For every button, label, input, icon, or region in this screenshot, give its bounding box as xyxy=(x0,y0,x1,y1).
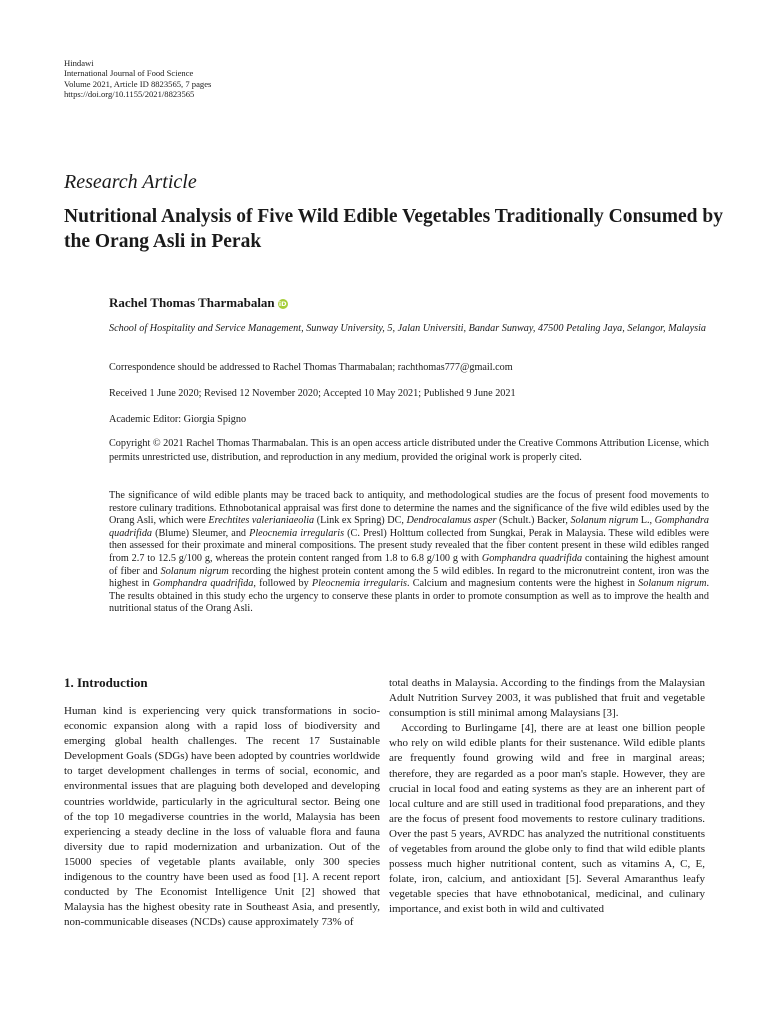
body-paragraph: According to Burlingame [4], there are at least one billion people who rely on wild edible plants for their sustenance. Wild edible plants are frequently found growing wild and free in marginal areas; therefore, they are regarded as a poor man's staple. However, they are crucial in local food and eating systems as they are an inherent part of local culture and are still used in traditional food preparations, and they are the focus of present food movements to restore culinary traditions. Over the past 5 years, AVRDC has analyzed the nutritional constituents of vegetables from around the globe only to find that wild edible plants possess much higher nutritional content, such as vitamins A, C, E, folate, iron, calcium, and antioxidant [5]. Several Amaranthus leafy vegetable species that have ethnobotanical, medicinal, and culinary importance, and exist both in wild and cultivated xyxy=(389,722,705,916)
orcid-icon[interactable]: iD xyxy=(278,300,287,308)
journal-name: International Journal of Food Science xyxy=(64,68,194,79)
publication-dates: Received 1 June 2020; Revised 12 November 2020; Accepted 10 May 2021; Published 9 June 2021 xyxy=(109,388,516,399)
correspondence: Correspondence should be addressed to Rachel Thomas Tharmabalan; rachthomas777@gmail.com xyxy=(109,362,513,373)
section-heading-introduction: 1. Introduction xyxy=(64,675,148,690)
publisher-name: Hindawi xyxy=(64,58,94,68)
species-name: Gomphandra quadrifida xyxy=(152,578,254,590)
species-name: Gomphandra quadrifida xyxy=(481,552,583,564)
species-name: Erechtites valerianiaeolia xyxy=(208,515,315,527)
species-name: Solanum nigrum xyxy=(570,515,639,527)
abstract-text: (C. Presl) Holttum collected from Sungkai, Perak in Malaysia. These wild edibles were then assessed for their proximate and mineral compositions. The present study revealed that the fiber content present in these wild edibles ranged from 2.7 to 12.5 g/100 g, whereas the protein content ranged from 1.8 to 6.8 g/100 g with xyxy=(109,527,709,564)
abstract-text: (Blume) Sleumer, and xyxy=(152,527,250,539)
abstract-text: L., xyxy=(638,515,655,527)
species-name: Pleocnemia irregularis xyxy=(311,578,407,590)
abstract-text: . The results obtained in this study echo the urgency to conserve these plants in order to promote consumption as well as to improve the health and nutritional status of the Orang Asli. xyxy=(109,578,709,615)
journal-header xyxy=(64,58,211,100)
species-name: Dendrocalamus asper xyxy=(406,515,497,527)
species-name: Pleocnemia irregularis xyxy=(249,527,345,539)
abstract-text: . Calcium and magnesium contents were the highest in xyxy=(407,578,639,590)
body-column-left xyxy=(64,704,380,930)
species-name: Solanum nigrum xyxy=(160,565,229,577)
copyright-notice: Copyright © 2021 Rachel Thomas Tharmabalan. This is an open access article distributed under the Creative Commons Attribution License, which permits unrestricted use, distribution, and reproduction in any medium, provided the original work is properly cited. xyxy=(109,438,709,463)
abstract-text: recording the highest protein content among the 5 wild edibles. In regard to the micronutreint content, iron was the highest in xyxy=(109,565,709,590)
volume-info: Volume 2021, Article ID 8823565, 7 pages xyxy=(64,78,212,89)
abstract-text: The significance of wild edible plants may be traced back to antiquity, and methodological studies are the focus of present food movements to restore culinary traditions. Ethnobotanical appraisal was first done to determine the names and the significance of the five wild edibles used by the Orang Asli, which were xyxy=(109,490,709,527)
abstract-text: (Schult.) Backer, xyxy=(496,515,571,527)
body-paragraph: Human kind is experiencing very quick transformations in socio-economic expansion along with a rapid loss of biodiversity and emerging global health challenges. The recent 17 Sustainable Development Goals (SDGs) have been adopted by countries worldwide to target development challenges in terms of social, economic, and environmental issues that are plaguing both developed and developing countries worldwide, particularly in the agricultural sector. Being one of the top 10 megadiverse countries in the world, Malaysia has been experiencing a steady decline in the loss of valuable flora and fauna diversity due to rapid modernization and urbanization. Out of the 15000 species of vegetable plants available, only 300 species indigenous to the country have been used as food [1]. A recent report conducted by The Economist Intelligence Unit [2] showed that Malaysia has the highest obesity rate in Southeast Asia, and presently, non-communicable diseases (NCDs) cause approximately 73% of xyxy=(64,705,380,929)
abstract xyxy=(109,490,709,616)
abstract-text: , followed by xyxy=(253,578,312,590)
species-name: Solanum nigrum xyxy=(638,578,707,590)
affiliation: School of Hospitality and Service Management, Sunway University, 5, Jalan Universiti, Bandar Sunway, 47500 Petaling Jaya, Selangor, Malaysia xyxy=(109,323,707,334)
article-type: Research Article xyxy=(64,171,197,193)
author-line xyxy=(109,295,288,311)
doi-link[interactable]: https://doi.org/10.1155/2021/8823565 xyxy=(64,89,195,100)
abstract-text: (Link ex Spring) DC, xyxy=(314,515,407,527)
body-column-right xyxy=(389,676,705,918)
paper-title: Nutritional Analysis of Five Wild Edible Vegetables Traditionally Consumed by the Orang Asli in Perak xyxy=(64,206,723,252)
abstract-text: containing the highest amount of fiber and xyxy=(109,552,710,577)
author-name: Rachel Thomas Tharmabalan xyxy=(109,295,275,310)
body-paragraph: total deaths in Malaysia. According to the findings from the Malaysian Adult Nutrition Survey 2003, it was published that fruit and vegetable consumption is still minimal among Malaysians [3]. xyxy=(389,677,705,720)
species-name: Gomphandra quadrifida xyxy=(109,515,710,539)
academic-editor: Academic Editor: Giorgia Spigno xyxy=(109,414,247,425)
